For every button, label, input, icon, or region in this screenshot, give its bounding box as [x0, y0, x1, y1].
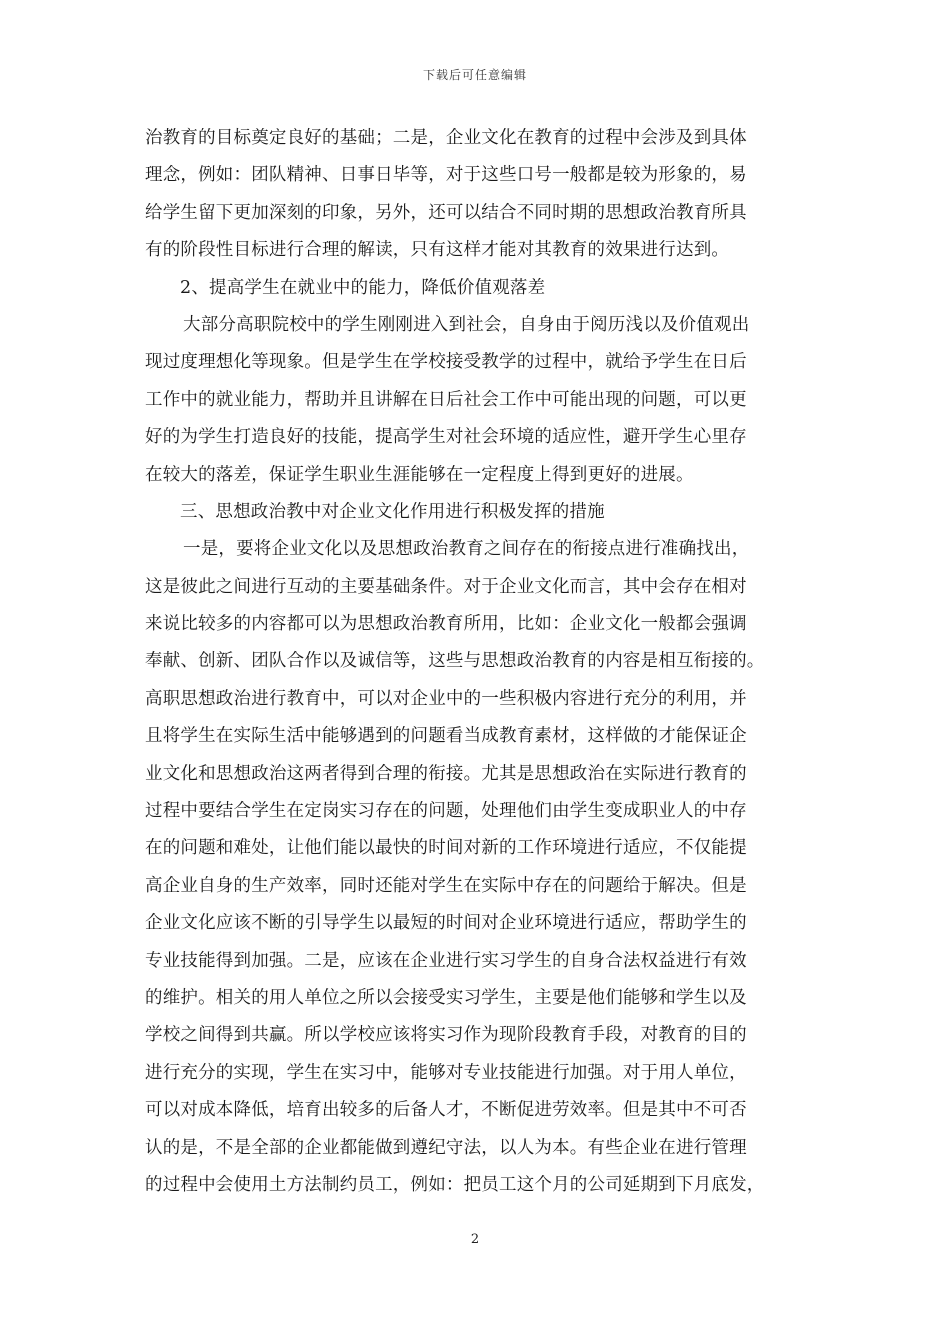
text-line: 好的为学生打造良好的技能，提高学生对社会环境的适应性，避开学生心里存 [145, 427, 747, 448]
page-header: 下载后可任意编辑 [422, 68, 527, 82]
text-line: 来说比较多的内容都可以为思想政治教育所用，比如：企业文化一般都会强调 [145, 614, 747, 635]
page-number: 2 [470, 1232, 480, 1247]
text-line: 可以对成本降低，培育出较多的后备人才，不断促进劳效率。但是其中不可否 [145, 1100, 747, 1121]
document-body [145, 120, 810, 1204]
text-line: 有的阶段性目标进行合理的解读，只有这样才能对其教育的效果进行达到。 [145, 240, 730, 261]
text-line: 高企业自身的生产效率，同时还能对学生在实际中存在的问题给于解决。但是 [145, 875, 747, 896]
text-line: 现过度理想化等现象。但是学生在学校接受教学的过程中，就给予学生在日后 [145, 352, 747, 373]
text-line: 学校之间得到共赢。所以学校应该将实习作为现阶段教育手段，对教育的目的 [145, 1025, 747, 1046]
text-line: 过程中要结合学生在定岗实习存在的问题，处理他们由学生变成职业人的中存 [145, 801, 747, 822]
text-line: 进行充分的实现，学生在实习中，能够对专业技能进行加强。对于用人单位， [145, 1062, 747, 1083]
text-line: 奉献、创新、团队合作以及诚信等，这些与思想政治教育的内容是相互衔接的。 [145, 651, 765, 672]
text-line: 认的是，不是全部的企业都能做到遵纪守法，以人为本。有些企业在进行管理 [145, 1137, 747, 1158]
text-line: 在较大的落差，保证学生职业生涯能够在一定程度上得到更好的进展。 [145, 464, 694, 485]
text-line: 在的问题和难处，让他们能以最快的时间对新的工作环境进行适应，不仅能提 [145, 838, 747, 859]
text-line: 给学生留下更加深刻的印象，另外，还可以结合不同时期的思想政治教育所具 [145, 202, 747, 223]
text-line: 业文化和思想政治这两者得到合理的衔接。尤其是思想政治在实际进行教育的 [145, 763, 747, 784]
text-line: 高职思想政治进行教育中，可以对企业中的一些积极内容进行充分的利用，并 [145, 688, 747, 709]
paragraph-first-line: 一是，要将企业文化以及思想政治教育之间存在的衔接点进行准确找出， [183, 539, 750, 560]
text-line: 的维护。相关的用人单位之所以会接受实习学生，主要是他们能够和学生以及 [145, 987, 747, 1008]
text-line: 专业技能得到加强。二是，应该在企业进行实习学生的自身合法权益进行有效 [145, 950, 747, 971]
text-line: 企业文化应该不断的引导学生以最短的时间对企业环境进行适应，帮助学生的 [145, 913, 747, 934]
text-line: 工作中的就业能力，帮助并且讲解在日后社会工作中可能出现的问题，可以更 [145, 389, 747, 410]
text-line: 且将学生在实际生活中能够遇到的问题看当成教育素材，这样做的才能保证企 [145, 726, 747, 747]
text-line: 这是彼此之间进行互动的主要基础条件。对于企业文化而言，其中会存在相对 [145, 576, 747, 597]
text-line: 的过程中会使用土方法制约员工，例如：把员工这个月的公司延期到下月底发， [145, 1174, 765, 1195]
section-heading: 三、思想政治教中对企业文化作用进行积极发挥的措施 [180, 501, 605, 522]
text-line: 理念，例如：团队精神、日事日毕等，对于这些口号一般都是较为形象的，易 [145, 165, 747, 186]
section-heading: 2、提高学生在就业中的能力，降低价值观落差 [180, 277, 546, 298]
text-line: 治教育的目标奠定良好的基础；二是，企业文化在教育的过程中会涉及到具体 [145, 128, 747, 148]
paragraph-first-line: 大部分高职院校中的学生刚刚进入到社会，自身由于阅历浅以及价值观出 [183, 314, 750, 335]
